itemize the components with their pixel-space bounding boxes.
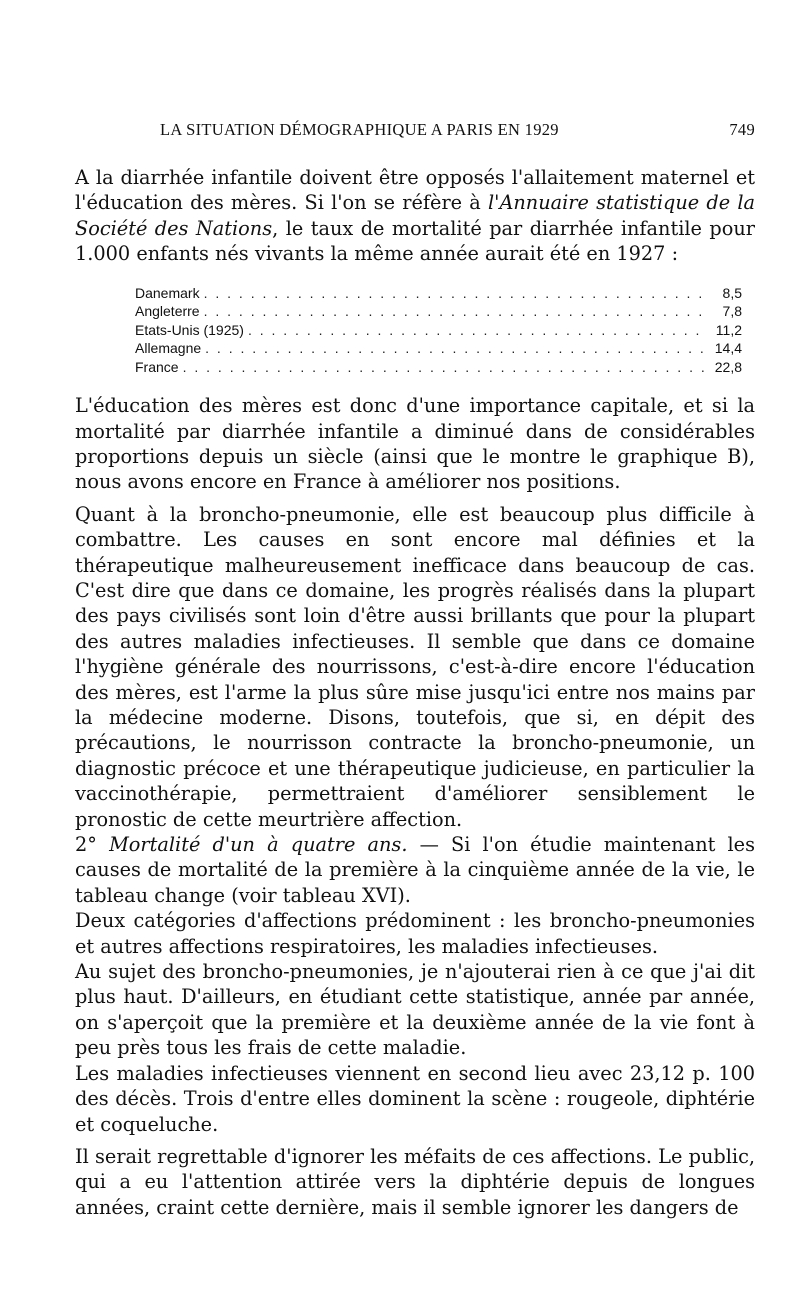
stat-row [135, 321, 742, 340]
paragraph-au-sujet: Au sujet des broncho-pneumonies, je n'ajouterai rien à ce que j'ai dit plus haut. D'ailleurs, en étudiant cette statistique, année par année, on s'aperçoit que la première et la deuxième année de la vie font à peu près tous les frais de cette maladie. [75, 960, 755, 1060]
paragraph-mortalite-un-quatre [75, 832, 755, 908]
mortality-rate-list [135, 284, 742, 377]
country-name: Angleterre [135, 303, 200, 320]
country-name: France [135, 358, 179, 375]
paragraph-education: L'éducation des mères est donc d'une importance capitale, et si la mortalité par diarrhée infantile a diminué dans de considérables proportions depuis un siècle (ainsi que le montre le graphique B), nous avons encore en France à améliorer nos positions. [75, 394, 755, 494]
stat-row [135, 284, 742, 303]
dot-leader [204, 302, 706, 321]
paragraph-diarrhee [75, 165, 755, 267]
dot-leader [248, 321, 706, 340]
dot-leader [183, 358, 706, 377]
paragraph-text: , le taux de mortalité par diarrhée infantile pour 1.000 enfants nés vivants la même année aurait été en 1927 : [75, 216, 755, 266]
paragraph-regrettable: Il serait regrettable d'ignorer les méfaits de ces affections. Le public, qui a eu l'attention attirée vers la diphtérie depuis de longues années, craint cette dernière, mais il semble ignorer les dangers de [75, 1144, 755, 1219]
running-header [75, 112, 755, 144]
country-name: Danemark [135, 284, 200, 301]
paragraph-text: A la diarrhée infantile doivent être opposés l'allaitement maternel et l'éducation des mères. Si l'on se réfère à [75, 166, 755, 215]
rate-value: 7,8 [722, 303, 742, 320]
stat-row [135, 339, 742, 358]
book-page [75, 112, 755, 1220]
paragraph-text: — Si l'on étudie maintenant les causes de mortalité de la première à la cinquième année de la vie, le tableau change (voir tableau XVI). [75, 833, 755, 907]
rate-value: 11,2 [715, 321, 742, 338]
section-heading: Mortalité d'un à quatre ans. [109, 833, 408, 857]
dot-leader [205, 339, 706, 358]
rate-value: 14,4 [714, 340, 742, 357]
paragraph-categories: Deux catégories d'affections prédominent : les broncho-pneumonies et autres affections respiratoires, les maladies infectieuses. [75, 909, 755, 958]
rate-value: 8,5 [722, 284, 742, 301]
paragraph-broncho-pneumonie: Quant à la broncho-pneumonie, elle est beaucoup plus difficile à combattre. Les causes en sont encore mal définies et la thérapeutique malheureusement inefficace dans beaucoup de cas. C'est dire que dans ce domaine, les progrès réalisés dans la plupart des pays civilisés sont loin d'être aussi brillants que pour la plupart des autres maladies infectieuses. Il semble que dans ce domaine l'hygiène générale des nourrissons, c'est-à-dire encore l'éducation des mères, est l'arme la plus sûre mise jusqu'ici entre nos mains par la médecine moderne. Disons, toutefois, que si, en dépit des précautions, le nourrisson contracte la broncho-pneumonie, un diagnostic précoce et une thérapeutique judicieuse, en particulier la vaccinothérapie, permettraient d'améliorer sensiblement le pronostic de cette meurtrière affection. [75, 502, 755, 831]
stat-row [135, 358, 742, 377]
section-number: 2° [75, 833, 97, 857]
italic-reference: l'Annuaire statistique de la Société des Nations [75, 191, 755, 240]
dot-leader [204, 284, 706, 303]
country-name: Etats-Unis (1925) [135, 321, 244, 338]
page-number: 749 [729, 120, 755, 139]
rate-value: 22,8 [714, 358, 742, 375]
stat-row [135, 302, 742, 321]
country-name: Allemagne [135, 340, 202, 357]
paragraph-maladies-infectieuses: Les maladies infectieuses viennent en second lieu avec 23,12 p. 100 des décès. Trois d'entre elles dominent la scène : rougeole, diphtérie et coqueluche. [75, 1061, 755, 1136]
running-title: LA SITUATION DÉMOGRAPHIQUE A PARIS EN 1929 [160, 120, 559, 139]
